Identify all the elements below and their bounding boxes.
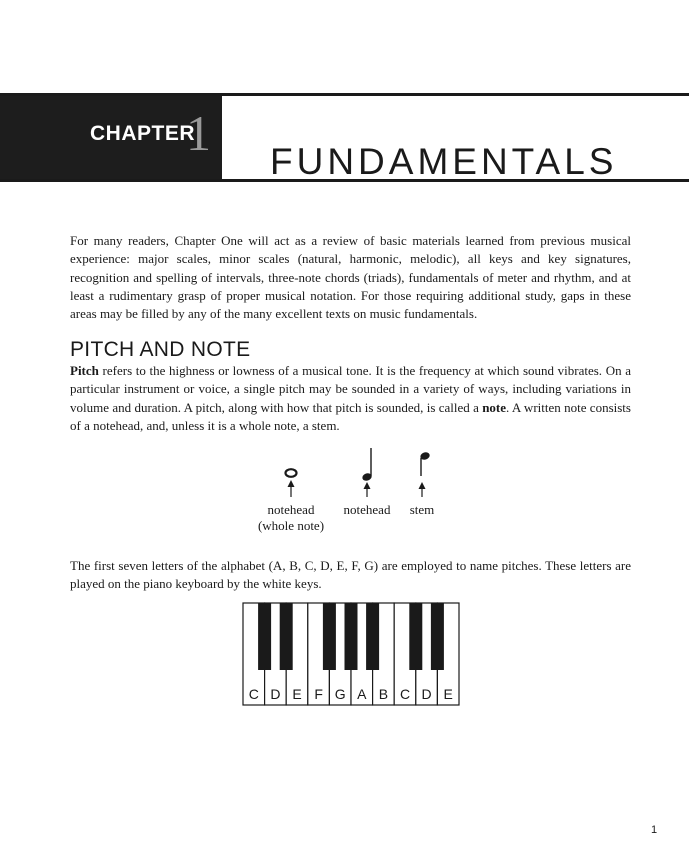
black-key bbox=[345, 603, 358, 670]
stem-label: stem bbox=[409, 502, 435, 517]
black-key bbox=[280, 603, 293, 670]
white-key-label: C bbox=[399, 686, 411, 702]
pitch-paragraph bbox=[70, 362, 631, 435]
term-note: note bbox=[482, 399, 507, 415]
notehead-whole-label-line2: (whole note) bbox=[257, 518, 325, 533]
chapter-number: 1 bbox=[186, 105, 211, 161]
pitch-letters-paragraph: The first seven letters of the alphabet (A, B, C, D, E, F, G) are employed to name pitches. These letters are played on the piano keyboard by the white keys. bbox=[70, 558, 631, 592]
arrow-icon bbox=[364, 482, 371, 497]
black-key bbox=[366, 603, 379, 670]
section-heading: PITCH AND NOTE bbox=[70, 338, 251, 361]
notehead-whole-label bbox=[250, 502, 332, 534]
whole-note-icon bbox=[286, 469, 297, 477]
page-number: 1 bbox=[651, 824, 658, 836]
white-key-label: D bbox=[421, 686, 432, 702]
white-key-label: A bbox=[357, 686, 367, 702]
white-key-label: G bbox=[334, 686, 346, 702]
white-key-label: E bbox=[443, 686, 453, 702]
pitch-text-b: . A written note consists of a notehead, and, unless it is a whole note, a stem. bbox=[70, 399, 631, 433]
chapter-label-block bbox=[0, 96, 222, 179]
black-key bbox=[431, 603, 444, 670]
pitch-text-a: refers to the highness or lowness of a musical tone. It is the frequency at which sound vibrates. On a particular instrument or voice, a single pitch may be sounded in a variety of ways, including variations in volume and duration. A pitch, along with how that pitch is sounded, is called a bbox=[70, 363, 631, 415]
chapter-header bbox=[0, 93, 689, 182]
black-key bbox=[258, 603, 271, 670]
white-key-label: B bbox=[378, 686, 389, 702]
term-pitch: Pitch bbox=[70, 363, 99, 378]
notehead-label: notehead bbox=[343, 502, 391, 517]
black-key bbox=[409, 603, 422, 670]
white-key-label: E bbox=[292, 686, 302, 702]
chapter-word: CHAPTER bbox=[90, 122, 196, 145]
piano-keyboard bbox=[242, 602, 460, 706]
quarter-note-icon bbox=[361, 448, 372, 482]
notehead-whole-label-line1: notehead bbox=[267, 502, 315, 517]
white-key-label: C bbox=[248, 686, 259, 702]
arrow-icon bbox=[419, 482, 426, 497]
white-key-label: F bbox=[314, 686, 323, 702]
black-key bbox=[323, 603, 336, 670]
chapter-title: FUNDAMENTALS bbox=[270, 140, 618, 182]
arrow-icon bbox=[288, 480, 295, 497]
white-key-label: D bbox=[270, 686, 281, 702]
stem-note-icon bbox=[419, 451, 430, 476]
intro-paragraph: For many readers, Chapter One will act as a review of basic materials learned from previous musical experience: major scales, minor scales (natural, harmonic, melodic), all keys and key signatures, recognition and spelling of intervals, three-note chords (triads), fundamentals of meter and rhythm, and at least a rudimentary grasp of proper musical notation. For those requiring additional study, gaps in these areas may be filled by any of the many excellent texts on music fundamentals. bbox=[70, 233, 631, 322]
